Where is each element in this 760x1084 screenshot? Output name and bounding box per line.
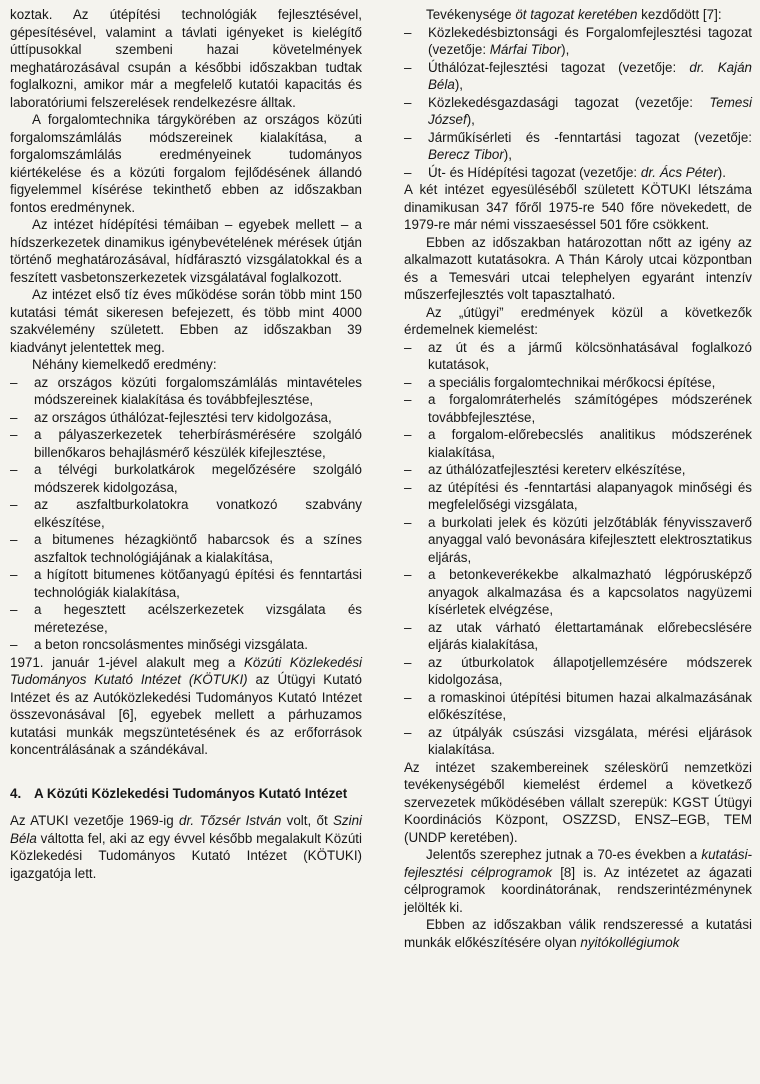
- paragraph-hidepites: Az intézet hídépítési témáiban – egyebek mellett – a hídszerkezetek dinamikus igénybevételének mérések útján történő meghatározásával, hídfárasztó vizsgálatokkal és a feszített vasbetonszerkezetek vizsgálatával foglalkozott.: [10, 217, 362, 285]
- list-item: – a hegesztett acélszerkezetek vizsgálata és méretezése,: [10, 602, 362, 635]
- paragraph-intro: koztak. Az útépítési technológiák fejlesztésével, gépesítésével, valamint a távlati igényeket is kielégítő úttípusokkal szembeni hazai követelmények meghatározásával csupán a későbbi időszakban tudtak foglalkozni, amikor már a megfelelő kutatói kapacitás és laboratóriumi felszerelések rendelkezésre álltak.: [10, 7, 362, 110]
- paragraph-letszam: A két intézet egyesüléséből született KÖTUKI létszáma dinamikusan 347 főről 1975-re 540 főre növekedett, de 1979-re már némi visszaeséssel 501 főre csökkent.: [404, 182, 752, 232]
- dash-bullet: –: [404, 339, 412, 355]
- paragraph-forgalomtechnika: A forgalomtechnika tárgykörében az országos közúti forgalomszámlálás módszereinek kialakítása, a forgalomszámlálás eredményeinek tudományos kiértékelése és a közúti forgalom fejlődésének állandó figyelemmel kísérése tekinthető ebben az időszakban fontos eredménynek.: [10, 112, 362, 215]
- list-item: – a forgalom-előrebecslés analitikus módszerének kialakítása,: [404, 427, 752, 460]
- dash-bullet: –: [404, 567, 412, 582]
- dash-bullet: –: [404, 164, 412, 180]
- dash-bullet: –: [404, 374, 412, 390]
- list-item: – az úthálózatfejlesztési kereterv elkészítése,: [404, 462, 686, 477]
- list-item: – Közlekedésgazdasági tagozat (vezetője: Temesi József),: [404, 94, 752, 127]
- dash-bullet: –: [404, 24, 412, 40]
- paragraph-tiz-ev: Az intézet első tíz éves működése során több mint 150 kutatási témát sikeresen befejezett, és több mint 4000 szakvélemény született. Ebben az időszakban 39 kiadványt jelentettek meg.: [10, 287, 362, 355]
- results-list: [10, 374, 362, 654]
- list-item: – az útpályák csúszási vizsgálata, mérési eljárások kialakítása.: [404, 724, 752, 757]
- dash-bullet: –: [404, 689, 412, 705]
- list-item: – a hígított bitumenes kötőanyagú építési és fenntartási technológiák kialakítása,: [10, 567, 362, 600]
- paragraph-igeny: Ebben az időszakban határozottan nőtt az igény az alkalmazott kutatásokra. A Thán Károly utcai központban és a Temesvári utcai telephelyen egyaránt intenzív műszerfejlesztés volt tapasztalható.: [404, 234, 752, 302]
- right-column: [404, 6, 752, 951]
- section-number: 4.: [10, 785, 22, 801]
- list-item: – a betonkeverékekbe alkalmazható légpórusképző anyagok alkalmazása és a kapcsolatos nagyüzemi kísérletek elvégzése,: [404, 567, 752, 617]
- paragraph-tagozat-intro: Tevékenysége öt tagozat keretében kezdődött [7]:: [426, 7, 722, 22]
- dash-bullet: –: [10, 567, 18, 582]
- tagozat-list: [404, 24, 752, 182]
- paragraph-nemzetkozi: Az intézet szakembereinek széleskörű nemzetközi tevékenységéből kiemelést érdemel a következő szervezetek működésében vállalt szerepük: KGST Útügyi Koordinációs Központ, OSZZSD, ENSZ–EGB, TEM (UNDP keretében).: [404, 759, 752, 845]
- paragraph-eredmenyek-intro: Néhány kiemelkedő eredmény:: [32, 357, 217, 372]
- list-item: – a bitumenes hézagkiöntő habarcsok és a színes aszfaltok technológiájának a kialakítása,: [10, 532, 362, 565]
- list-item: – az utak várható élettartamának előrebecslésére eljárás kialakítása,: [404, 619, 752, 652]
- list-item: – az országos úthálózat-fejlesztési terv kidolgozása,: [10, 409, 332, 425]
- paragraph-atuki-vezeto: Az ATUKI vezetője 1969-ig dr. Tőzsér István volt, őt Szini Béla váltotta fel, aki az egy évvel később megalakult Közúti Közlekedési Tudományos Kutató Intézet (KÖTUKI) igazgatója lett.: [10, 813, 362, 881]
- list-item: – Út- és Hídépítési tagozat (vezetője: dr. Ács Péter).: [404, 164, 726, 180]
- list-item: – a romaskinoi útépítési bitumen hazai alkalmazásának előkészítése,: [404, 689, 752, 722]
- paragraph-celprogramok: Jelentős szerephez jutnak a 70-es években a kutatási-fejlesztési célprogramok [8] is. Az intézetet az ágazati célprogramok koordinátorának, rendszerintézménynek jelölték ki.: [404, 847, 752, 915]
- list-item: – a speciális forgalomtechnikai mérőkocsi építése,: [404, 374, 716, 390]
- list-item: – a forgalomráterhelés számítógépes módszerének továbbfejlesztése,: [404, 392, 752, 425]
- dash-bullet: –: [10, 637, 18, 652]
- section-title: A Közúti Közlekedési Tudományos Kutató Intézet: [34, 785, 348, 801]
- utugyi-results-list: [404, 339, 752, 759]
- list-item: – az országos közúti forgalomszámlálás mintavételes módszereinek kialakítása és továbbfejlesztése,: [10, 374, 362, 407]
- list-item: – az útépítési és -fenntartási alapanyagok minőségi és megfelelőségi vizsgálata,: [404, 479, 752, 512]
- paragraph-kotuki-alakulas: 1971. január 1-jével alakult meg a Közúti Közlekedési Tudományos Kutató Intézet (KÖTUKI) az Útügyi Kutató Intézet és az Autóközlekedési Tudományos Kutató Intézet összevonásával [6], egyebek mellett a párhuzamos kutatási munkák megszüntetésének és az erőforrások koncentrálásának a szándékával.: [10, 654, 362, 757]
- dash-bullet: –: [10, 374, 18, 390]
- dash-bullet: –: [10, 532, 18, 547]
- dash-bullet: –: [404, 129, 412, 145]
- paragraph-utugyi-intro: Az „útügyi” eredmények közül a következők érdemelnek kiemelést:: [404, 304, 752, 337]
- list-item: – Közlekedésbiztonsági és Forgalomfejlesztési tagozat (vezetője: Márfai Tibor),: [404, 24, 752, 57]
- list-item: – az aszfaltburkolatokra vonatkozó szabvány elkészítése,: [10, 497, 362, 530]
- section-heading: [10, 785, 362, 803]
- list-item: – a burkolati jelek és közúti jelzőtáblák fényvisszaverő anyaggal való bevonására kifejlesztett elektrosztatikus eljárás,: [404, 514, 752, 565]
- left-column: [10, 6, 362, 882]
- dash-bullet: –: [404, 514, 412, 530]
- dash-bullet: –: [404, 392, 412, 407]
- list-item: – a télvégi burkolatkárok megelőzésére szolgáló módszerek kidolgozása,: [10, 462, 362, 495]
- dash-bullet: –: [404, 427, 412, 442]
- dash-bullet: –: [10, 497, 18, 512]
- dash-bullet: –: [404, 462, 412, 477]
- dash-bullet: –: [404, 654, 412, 670]
- list-item: – Járműkísérleti és -fenntartási tagozat (vezetője: Berecz Tibor),: [404, 129, 752, 162]
- dash-bullet: –: [404, 59, 412, 75]
- dash-bullet: –: [10, 462, 18, 477]
- paragraph-nyitokollegiumok: Ebben az időszakban válik rendszeressé a kutatási munkák előkészítésére olyan nyitókollégiumok: [404, 917, 752, 950]
- dash-bullet: –: [10, 427, 18, 442]
- list-item: – az útburkolatok állapotjellemzésére módszerek kidolgozása,: [404, 654, 752, 687]
- dash-bullet: –: [404, 619, 412, 635]
- list-item: – a beton roncsolásmentes minőségi vizsgálata.: [10, 637, 308, 652]
- dash-bullet: –: [10, 602, 18, 617]
- list-item: – Úthálózat-fejlesztési tagozat (vezetője: dr. Kaján Béla),: [404, 59, 752, 92]
- dash-bullet: –: [404, 724, 412, 740]
- list-item: – az út és a jármű kölcsönhatásával foglalkozó kutatások,: [404, 339, 752, 372]
- dash-bullet: –: [404, 479, 412, 495]
- list-item: – a pályaszerkezetek teherbírásmérésére szolgáló billenőkaros behajlásmérő készülék kifejlesztése,: [10, 427, 362, 460]
- dash-bullet: –: [404, 94, 412, 110]
- dash-bullet: –: [10, 409, 18, 425]
